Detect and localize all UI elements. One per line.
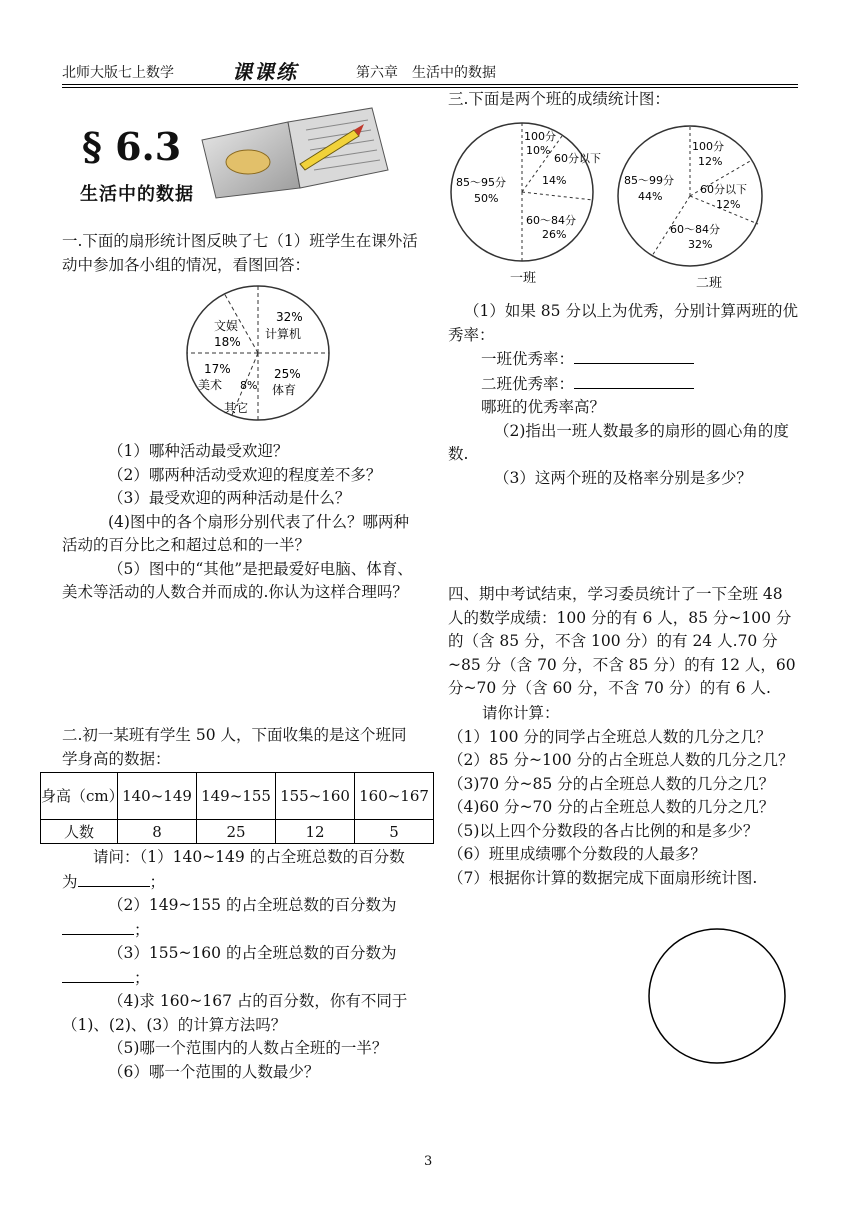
q2-table-range-1: 140~149 (118, 773, 197, 820)
q3-c2-value-below60: 12% (716, 198, 741, 211)
q2-question-3: （3）155~160 的占全班总数的百分数为； (62, 942, 418, 990)
q3-class2-pie-chart (612, 120, 772, 292)
q3-c1-value-below60: 14% (542, 174, 567, 187)
q3-class2-rate-label: 二班优秀率： (481, 374, 575, 393)
q1-question-2: （2）哪两种活动受欢迎的程度差不多？ (108, 465, 382, 484)
q3-class1-rate-blank[interactable] (574, 347, 694, 364)
q1-pie-label-computer: 计算机 (265, 327, 302, 341)
q3-questions (448, 300, 802, 490)
q1-pie-value-computer: 32% (276, 310, 303, 324)
q1-activity-pie-chart (180, 282, 336, 424)
q2-table-range-4: 160~167 (355, 773, 434, 820)
q1-intro: 一.下面的扇形统计图反映了七（1）班学生在课外活动中参加各小组的情况，看图回答： (62, 232, 418, 274)
q3-c2-label-100: 100分 (692, 140, 724, 153)
section-title: 生活中的数据 (80, 184, 194, 205)
q3-c1-label-85-95: 85～95分 (456, 176, 506, 189)
q3-c1-label-below60: 60分以下 (554, 152, 601, 165)
q1-questions (62, 440, 418, 605)
q3-c1-label-100: 100分 (524, 130, 556, 143)
q2-table-range-2: 149~155 (197, 773, 276, 820)
q1-pie-label-art: 美术 (198, 378, 223, 392)
q1-pie-value-art: 17% (204, 362, 231, 376)
q1-question-3: （3）最受欢迎的两种活动是什么？ (108, 489, 351, 507)
q2-table-row-heights (41, 773, 434, 820)
q2-questions (62, 846, 418, 1084)
page-number: 3 (424, 1154, 433, 1169)
q1-pie-label-other: 其它 (224, 401, 249, 415)
header-logo: 课课练 (232, 60, 298, 84)
q2-intro: 二.初一某班有学生 50 人，下面收集的是这个班同学身高的数据： (62, 726, 407, 768)
q4-prompt: 请你计算： (482, 704, 560, 722)
q2-question-6: （6）哪一个范围的人数最少？ (108, 1062, 320, 1081)
q2-table-count-3: 12 (276, 820, 355, 844)
q2-question-1-text: 请问：（1）140~149 的占全班总数的百分数为 (62, 848, 405, 891)
q1-pie-value-wenyu: 18% (214, 335, 241, 349)
q2-height-table (40, 772, 434, 844)
section-number: § 6.3 (82, 124, 182, 169)
q4-question-4: （4)60 分~70 分的占全班总人数的几分之几？ (448, 798, 775, 816)
q4-question-6: （6）班里成绩哪个分数段的人最多？ (448, 845, 706, 863)
q1-question-5: （5）图中的“其他”是把最爱好电脑、体育、美术等活动的人数合并而成的.你认为这样合理吗？ (62, 559, 413, 601)
q3-class1-rate-label: 一班优秀率： (481, 350, 575, 368)
q2-answer-blank-3[interactable] (62, 966, 134, 983)
q1-pie-label-sports: 体育 (272, 383, 297, 397)
q3-c2-value-60-84: 32% (688, 238, 713, 251)
q1-question-1: （1）哪种活动最受欢迎？ (108, 442, 289, 460)
header-rule (62, 84, 798, 85)
q3-class2-rate (448, 372, 802, 397)
q3-class1-pie-chart (446, 118, 602, 288)
q4-question-1: （1）100 分的同学占全班总人数的几分之几？ (448, 727, 772, 746)
q3-class2-rate-blank[interactable] (574, 372, 694, 389)
q2-table-count-1: 8 (118, 820, 197, 844)
q3-question-1: （1）如果 85 分以上为优秀，分别计算两班的优秀率： (448, 302, 798, 344)
q3-c1-value-60-84: 26% (542, 228, 567, 241)
header-book-title: 北师大版七上数学 (62, 65, 174, 81)
q2-answer-blank-2[interactable] (62, 918, 134, 935)
q2-table-count-4: 5 (355, 820, 434, 844)
q3-c2-value-100: 12% (698, 155, 723, 168)
q3-c2-label-60-84: 60～84分 (670, 223, 720, 236)
q4-question-3: （3)70 分~85 分的占全班总人数的几分之几？ (448, 774, 775, 793)
q3-class2-name: 二班 (696, 276, 723, 291)
q4-blank-pie-circle[interactable] (646, 926, 788, 1066)
q3-c1-label-60-84: 60～84分 (526, 214, 576, 227)
q2-question-2-text: （2）149~155 的占全班总数的百分数为 (108, 896, 397, 914)
q3-c1-value-100: 10% (526, 144, 551, 157)
q3-question-which: 哪班的优秀率高？ (481, 398, 606, 416)
q1-pie-value-sports: 25% (274, 367, 301, 381)
q4-questions (448, 702, 800, 890)
q3-c2-label-85-99: 85～99分 (624, 174, 674, 187)
q3-c2-value-85-99: 44% (638, 190, 663, 203)
q2-table-row-counts (41, 820, 434, 844)
q3-c1-value-85-95: 50% (474, 192, 499, 205)
q3-c2-label-below60: 60分以下 (700, 183, 747, 196)
q4-question-2: （2）85 分~100 分的占全班总人数的几分之几？ (448, 751, 794, 769)
q3-intro: 三.下面是两个班的成绩统计图： (448, 90, 670, 108)
q2-table-head-count: 人数 (41, 820, 118, 844)
q2-table-count-2: 25 (197, 820, 276, 844)
q3-class1-rate (448, 347, 802, 372)
q2-question-4: （4)求 160~167 占的百分数，你有不同于（1)、(2)、(3）的计算方法吗？ (62, 992, 408, 1034)
open-book-illustration (196, 100, 396, 200)
q1-pie-label-wenyu: 文娱 (214, 319, 239, 333)
q3-question-3: （3）这两个班的及格率分别是多少？ (494, 468, 752, 487)
q4-intro: 四、期中考试结束，学习委员统计了一下全班 48 人的数学成绩：100 分的有 6 人，85 分~100 分的（含 85 分，不含 100 分）的有 24 人.70 分~85 分（含 70 分，不含 85 分）的有 12 人，60 分~70 分（含 60 分，不含 70 分）的有 6 人. (448, 585, 796, 697)
q4-question-7: （7）根据你计算的数据完成下面扇形统计图. (448, 868, 758, 887)
q3-class1-name: 一班 (510, 271, 537, 286)
q3-question-2: （2)指出一班人数最多的扇形的圆心角的度数. (448, 421, 789, 463)
q2-question-2: （2）149~155 的占全班总数的百分数为； (62, 894, 418, 942)
q1-pie-value-other: 8% (240, 379, 258, 392)
header-chapter: 第六章 生活中的数据 (356, 65, 496, 81)
q2-table-head-height: 身高（cm） (41, 773, 118, 820)
q2-question-1: 请问：（1）140~149 的占全班总数的百分数为 ； (62, 848, 405, 891)
q1-question-4: (4)图中的各个扇形分别代表了什么？哪两种活动的百分比之和超过总和的一半？ (62, 512, 409, 554)
q2-answer-blank-1[interactable] (78, 870, 150, 887)
q2-question-5: （5)哪一个范围内的人数占全班的一半？ (108, 1039, 388, 1057)
q2-table-range-3: 155~160 (276, 773, 355, 820)
q2-question-3-text: （3）155~160 的占全班总数的百分数为 (108, 944, 397, 962)
q4-question-5: （5)以上四个分数段的各占比例的和是多少？ (448, 821, 759, 840)
